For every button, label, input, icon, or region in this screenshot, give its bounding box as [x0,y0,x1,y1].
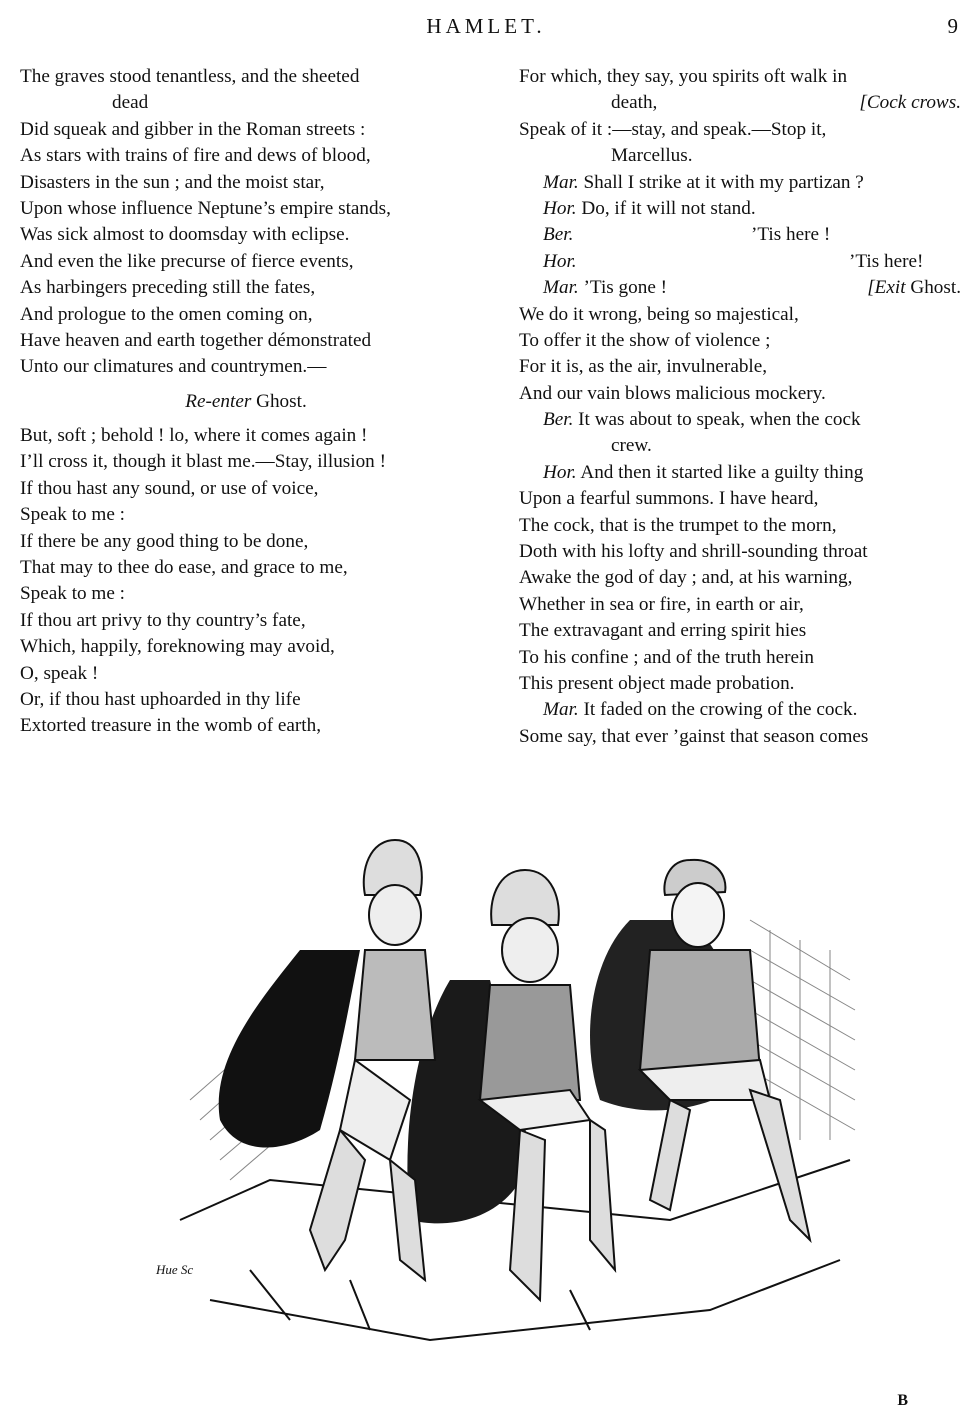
speaker-name: Mar. [543,171,579,193]
stage-direction [20,381,472,423]
speech-text: ’Tis here! [849,250,924,272]
verse-line: crew. [611,435,652,457]
verse-text: death, [611,92,658,114]
speaker-name: Mar. [543,277,579,299]
verse-line: Marcellus. [611,145,693,167]
verse-line: Speak to me : [20,504,125,526]
verse-line: For it is, as the air, invulnerable, [519,356,768,378]
page-number: 9 [947,14,958,38]
verse-line: The extravagant and erring spirit hies [519,620,807,642]
verse-line: And prologue to the omen coming on, [20,303,313,325]
verse-line: Extorted treasure in the womb of earth, [20,715,322,737]
verse-line: Was sick almost to doomsday with eclipse. [20,224,350,246]
speaker-name: Hor. [543,461,577,483]
stage-direction-text: Ghost. [251,390,307,412]
speaker-name: Ber. [543,409,574,431]
speech-text: It faded on the crowing of the cock. [578,699,858,721]
verse-line: If thou hast any sound, or use of voice, [20,477,319,499]
left-column [20,64,472,740]
speech-line [519,275,961,301]
left-soldier-cloak [219,950,360,1148]
speech-text: And then it started like a guilty thing [576,461,864,483]
verse-line: We do it wrong, being so majestical, [519,303,799,325]
three-soldiers-illustration [150,800,862,1360]
speech-text: Shall I strike at it with my partizan ? [578,171,864,193]
speech-text: ’Tis gone ! [578,277,668,299]
speaker-name: Ber. [543,224,574,246]
speech-line [519,407,961,433]
verse-line [519,90,961,116]
verse-line: I’ll cross it, though it blast me.—Stay, illusion ! [20,451,386,473]
verse-line: But, soft ; behold ! lo, where it comes again ! [20,425,368,447]
right-figure [640,860,810,1240]
verse-line: Upon a fearful summons. I have heard, [519,488,819,510]
verse-line: To offer it the show of violence ; [519,329,771,351]
running-head [0,14,972,44]
verse-line: And even the like precurse of fierce events, [20,250,354,272]
verse-line: Or, if thou hast uphoarded in thy life [20,689,301,710]
verse-line: Doth with his lofty and shrill-sounding throat [519,541,868,563]
verse-line: The graves stood tenantless, and the sheeted [20,66,360,87]
verse-line: The cock, that is the trumpet to the morn, [519,514,837,536]
speaker-name: Mar. [543,699,579,721]
speech-line [519,196,961,222]
speech-line [519,249,961,275]
stage-direction-italic: [Exit [867,277,906,299]
verse-line: For which, they say, you spirits oft walk in [519,66,848,87]
verse-line: O, speak ! [20,662,99,684]
verse-line: And our vain blows malicious mockery. [519,382,826,404]
signature-mark: B [897,1392,908,1409]
artist-signature: Hue Sc [156,1262,194,1277]
verse-line: Did squeak and gibber in the Roman streets : [20,118,366,140]
speech-line [519,170,961,196]
speech-line [519,222,961,248]
verse-line: To his confine ; and of the truth herein [519,646,814,668]
speaker-name: Hor. [543,197,577,219]
verse-line: Some say, that ever ’gainst that season comes [519,725,869,747]
verse-line: Upon whose influence Neptune’s empire stands, [20,197,391,219]
right-column [519,64,961,750]
center-soldier [480,870,615,1300]
verse-line: As harbingers preceding still the fates, [20,277,316,299]
verse-line: If thou art privy to thy country’s fate, [20,609,306,631]
stage-direction: [Cock crows. [859,92,961,114]
verse-line: Unto our climatures and countrymen.— [20,356,327,378]
verse-line: If there be any good thing to be done, [20,530,309,552]
verse-line: As stars with trains of fire and dews of blood, [20,145,371,167]
verse-line: Speak of it :—stay, and speak.—Stop it, [519,118,827,140]
verse-line: Awake the god of day ; and, at his warning, [519,567,853,589]
stage-direction-text: Ghost. [905,277,961,299]
verse-line: This present object made probation. [519,672,795,694]
verse-line: Speak to me : [20,583,125,605]
verse-line: That may to thee do ease, and grace to me, [20,557,348,579]
speech-text: Do, if it will not stand. [576,197,756,219]
verse-line: Which, happily, foreknowing may avoid, [20,636,335,658]
verse-line: Disasters in the sun ; and the moist star, [20,171,325,193]
speech-line [519,697,961,723]
speech-line [519,460,961,486]
stage-direction [867,275,961,301]
stage-direction-italic: Re-enter [185,390,252,412]
speech-text: It was about to speak, when the cock [573,409,861,431]
speaker-name: Hor. [543,250,577,272]
verse-line: dead [112,92,149,114]
verse-line: Whether in sea or fire, in earth or air, [519,593,804,615]
verse-line: Have heaven and earth together démonstrated [20,329,372,351]
page-title: HAMLET. [426,14,546,38]
speech-text: ’Tis here ! [751,224,831,246]
